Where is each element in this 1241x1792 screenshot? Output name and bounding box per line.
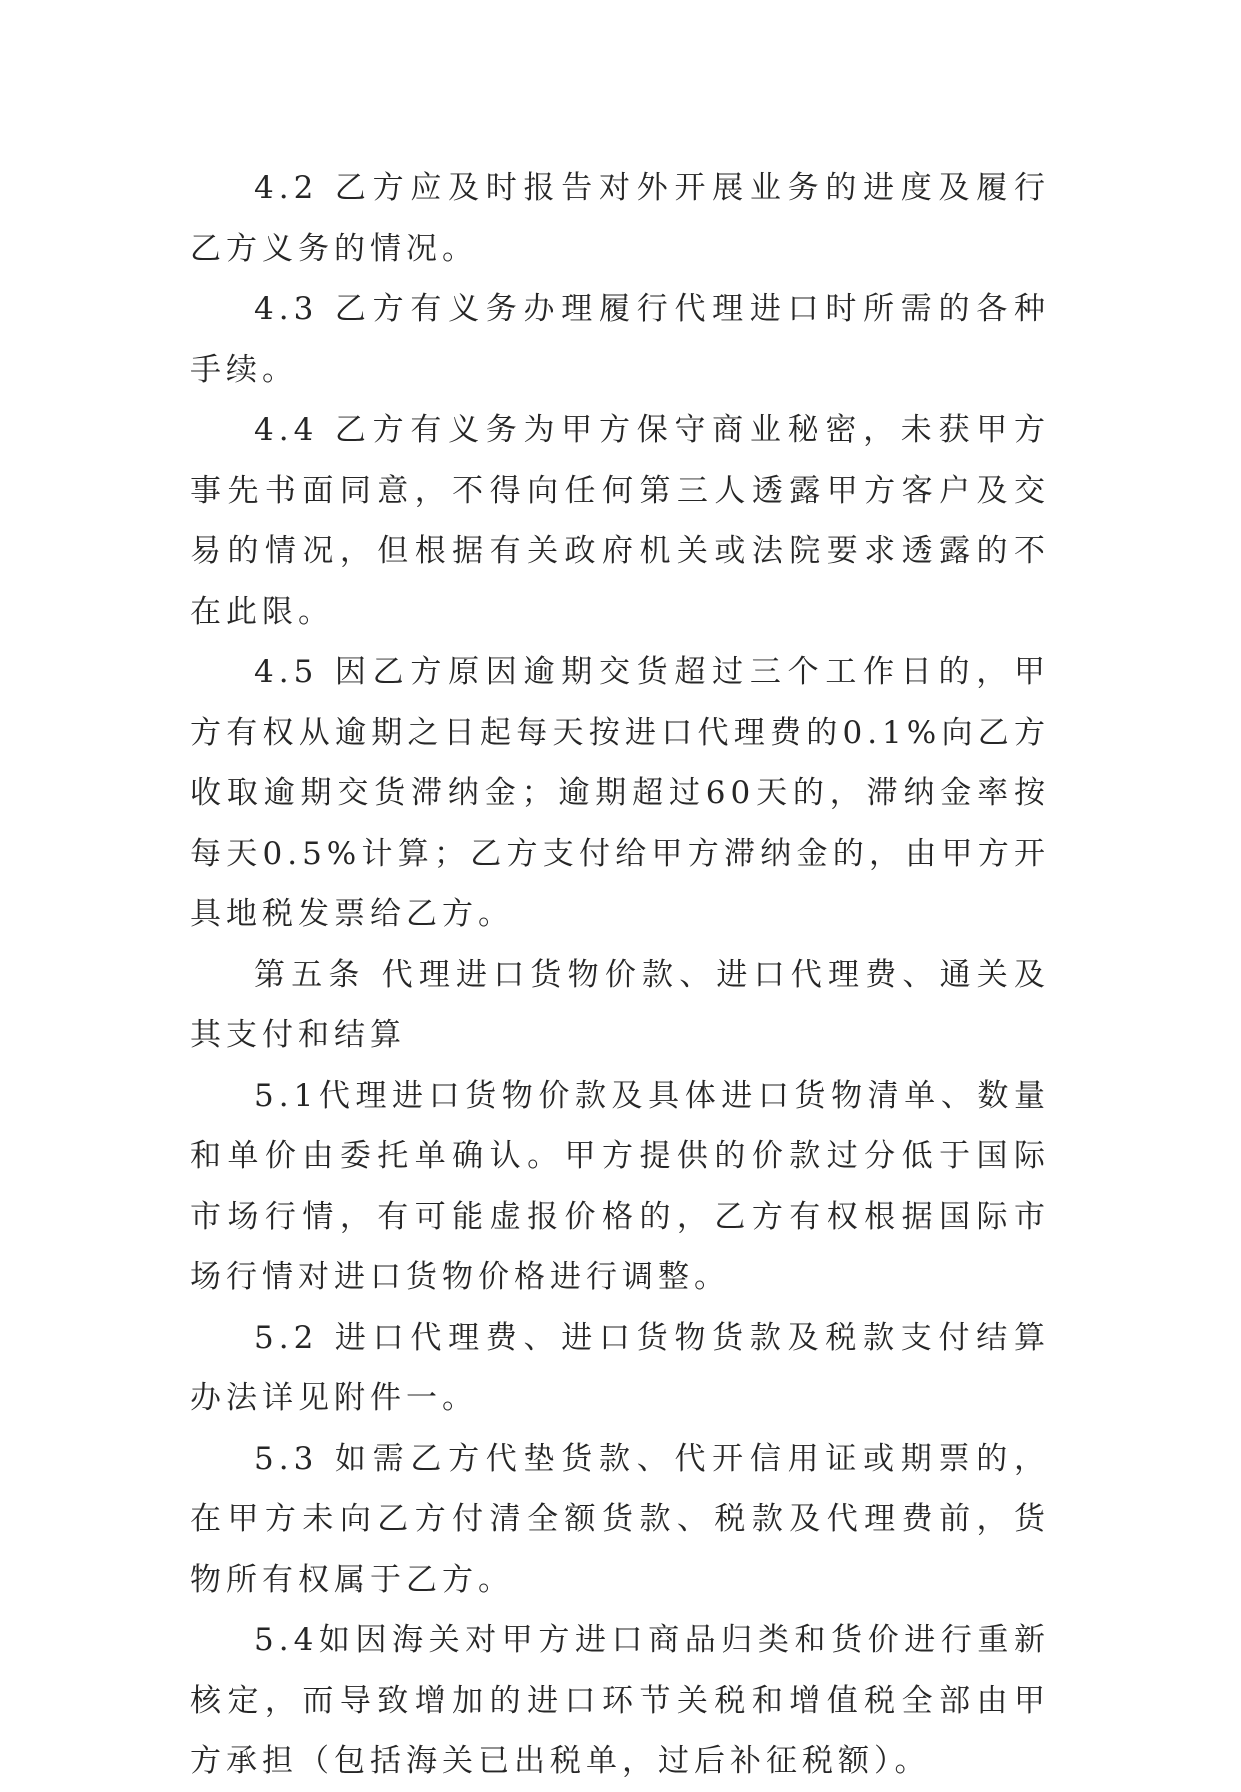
- paragraph-5-4: 5.4如因海关对甲方进口商品归类和货价进行重新核定，而导致增加的进口环节关税和增值税全部由甲方承担（包括海关已出税单，过后补征税额）。: [190, 1622, 1050, 1779]
- paragraph-5-1: 5.1代理进口货物价款及具体进口货物清单、数量和单价由委托单确认。甲方提供的价款过分低于国际市场行情，有可能虚报价格的，乙方有权根据国际市场行情对进口货物价格进行调整。: [190, 1077, 1050, 1295]
- paragraph-4-2: 4.2 乙方应及时报告对外开展业务的进度及履行乙方义务的情况。: [190, 170, 1050, 267]
- paragraph-4-3: 4.3 乙方有义务办理履行代理进口时所需的各种手续。: [190, 291, 1050, 388]
- paragraph-5-3: 5.3 如需乙方代垫货款、代开信用证或期票的，在甲方未向乙方付清全额货款、税款及代理费前，货物所有权属于乙方。: [190, 1440, 1050, 1598]
- document-body: [190, 158, 1050, 1792]
- article-5-heading: 第五条 代理进口货物价款、进口代理费、通关及其支付和结算: [190, 956, 1050, 1053]
- paragraph-4-4: 4.4 乙方有义务为甲方保守商业秘密，未获甲方事先书面同意，不得向任何第三人透露甲方客户及交易的情况，但根据有关政府机关或法院要求透露的不在此限。: [190, 412, 1050, 630]
- paragraph-4-5: 4.5 因乙方原因逾期交货超过三个工作日的，甲方有权从逾期之日起每天按进口代理费的0.1%向乙方收取逾期交货滞纳金；逾期超过60天的，滞纳金率按每天0.5%计算；乙方支付给甲方滞纳金的，由甲方开具地税发票给乙方。: [190, 654, 1050, 932]
- paragraph-5-2: 5.2 进口代理费、进口货物货款及税款支付结算办法详见附件一。: [190, 1319, 1050, 1416]
